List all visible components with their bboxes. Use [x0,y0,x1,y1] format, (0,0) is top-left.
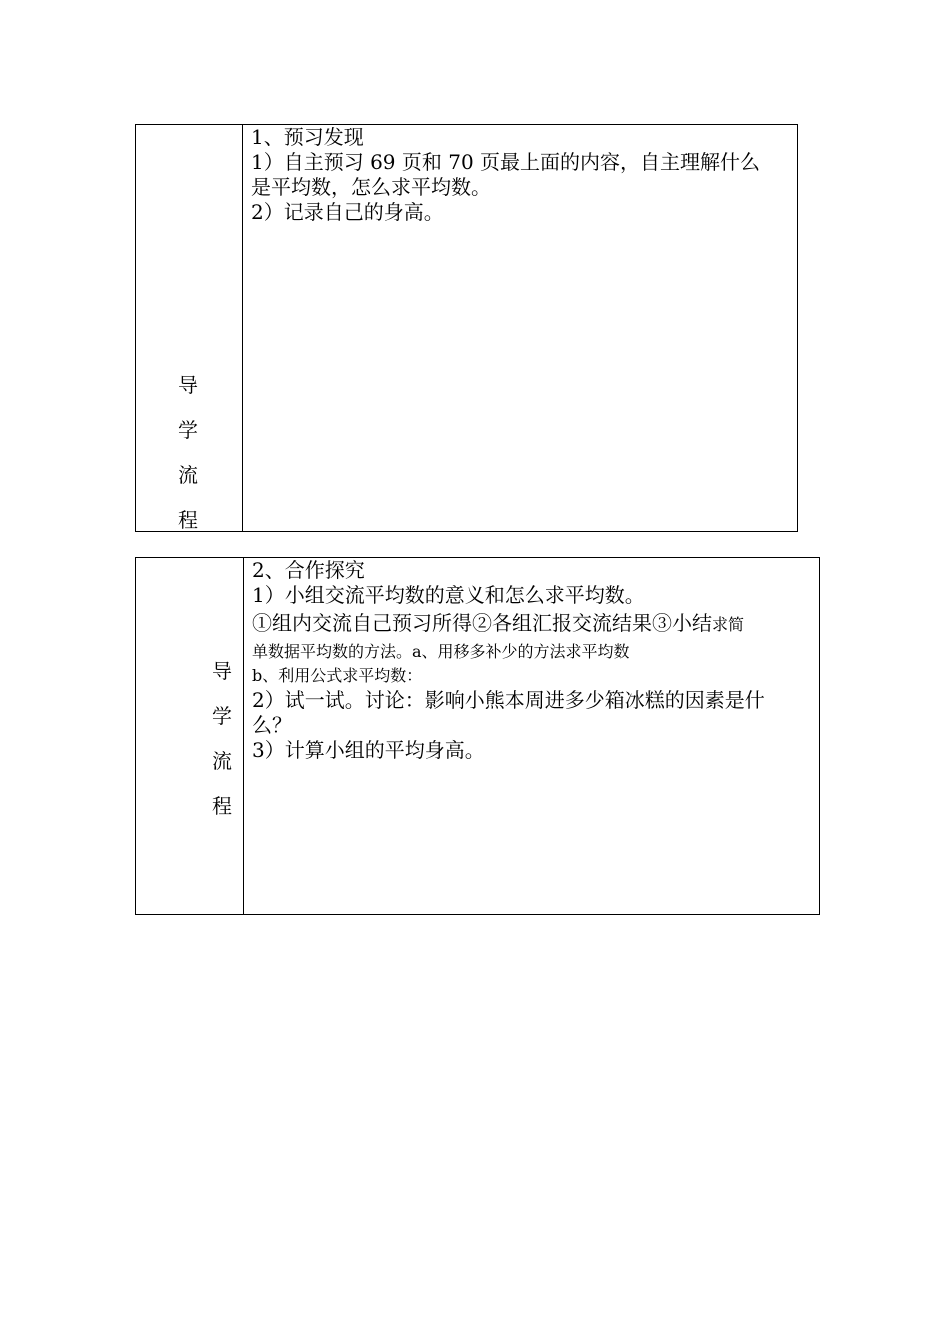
content-line: 单数据平均数的方法。a、用移多补少的方法求平均数 [252,642,630,661]
side-label-char: 学 [212,704,232,728]
side-label-char: 流 [212,749,232,773]
content-line: 么？ [252,713,292,737]
side-label-char: 程 [178,508,198,532]
content-cell [244,558,819,914]
content-line: 2）记录自己的身高。 [251,200,444,224]
section-heading: 2、合作探究 [252,558,365,582]
content-line-mixed [252,608,811,640]
content-text: ①组内交流自己预习所得②各组汇报交流结果③小结 [252,611,712,635]
side-label-vertical [178,363,198,543]
content-line: 1）自主预习 69 页和 70 页最上面的内容，自主理解什么 [251,150,761,174]
side-label-char: 导 [212,659,232,683]
section-heading: 1、预习发现 [251,125,364,149]
content-line: 是平均数，怎么求平均数。 [251,175,491,199]
side-label-vertical [212,649,232,829]
content-line: b、利用公式求平均数： [252,666,423,685]
side-label-cell [136,125,243,531]
table-preview-section [135,124,798,532]
side-label-cell [136,558,244,914]
side-label-char: 学 [178,418,198,442]
side-label-char: 导 [178,373,198,397]
side-label-char: 流 [178,463,198,487]
content-line: 1）小组交流平均数的意义和怎么求平均数。 [252,583,645,607]
content-line: 2）试一试。讨论：影响小熊本周进多少箱冰糕的因素是什 [252,688,765,712]
content-line: 3）计算小组的平均身高。 [252,738,485,762]
side-label-char: 程 [212,794,232,818]
table-cooperation-section [135,557,820,915]
content-cell [243,125,797,531]
content-text-small: 求简 [712,615,745,634]
